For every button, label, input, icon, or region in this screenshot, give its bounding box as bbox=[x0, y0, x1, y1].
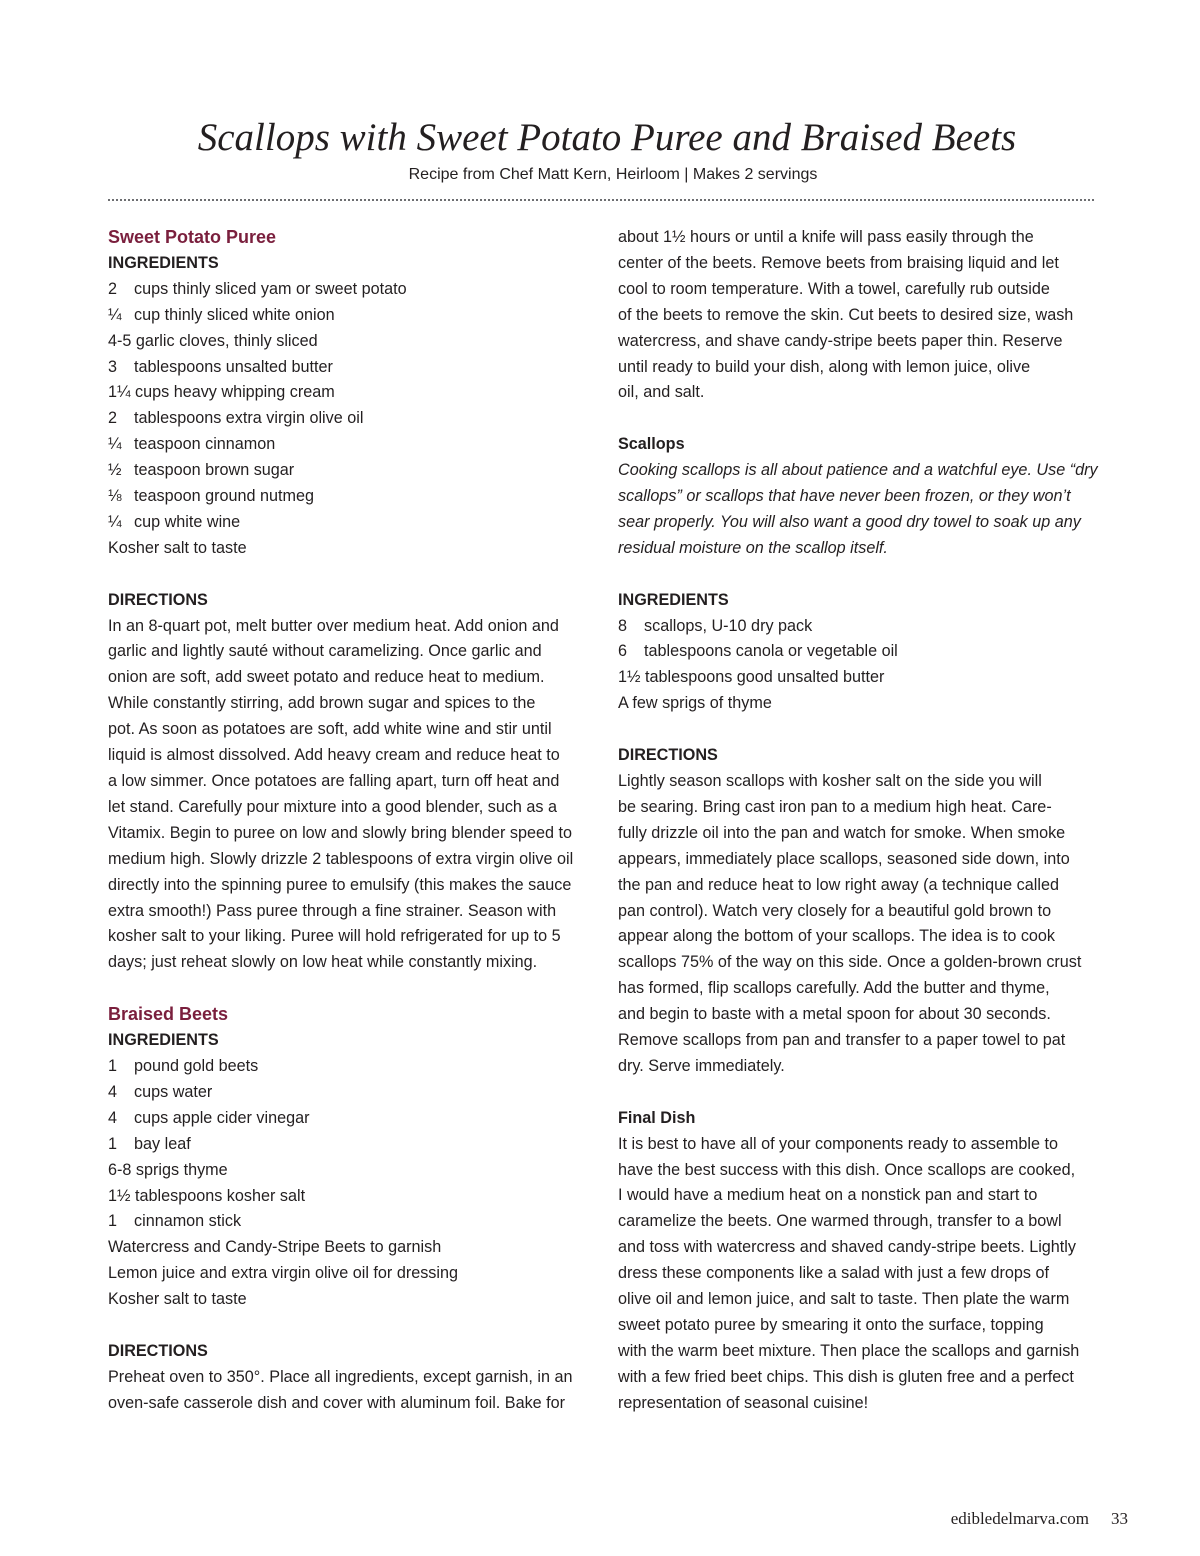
ingredient-item bbox=[108, 277, 588, 303]
ingredient-item bbox=[108, 303, 588, 329]
ingredient-quantity: 6 bbox=[618, 642, 628, 661]
scallops-intro bbox=[618, 458, 1098, 562]
ingredient-text: Watercress and Candy-Stripe Beets to garnish bbox=[108, 1238, 442, 1257]
text-line: kosher salt to your liking. Puree will hold refrigerated for up to 5 bbox=[108, 927, 561, 946]
ingredient-quantity: ¼ bbox=[108, 305, 122, 324]
ingredient-text: Kosher salt to taste bbox=[108, 1290, 247, 1309]
ingredient-text: cups water bbox=[134, 1082, 213, 1101]
ingredient-item bbox=[618, 639, 1098, 665]
ingredient-quantity: 2 bbox=[108, 279, 118, 298]
text-line: It is best to have all of your components ready to assemble to bbox=[618, 1134, 1058, 1153]
ingredient-item bbox=[618, 691, 1098, 717]
text-line: of the beets to remove the skin. Cut beets to desired size, wash bbox=[618, 305, 1074, 324]
text-line: pot. As soon as potatoes are soft, add white wine and stir until bbox=[108, 720, 552, 739]
text-line: oil, and salt. bbox=[618, 383, 705, 402]
ingredient-item bbox=[108, 1261, 588, 1287]
sweet-potato-directions bbox=[108, 614, 588, 977]
ingredient-quantity: ½ bbox=[108, 461, 122, 480]
scallops-heading: Scallops bbox=[618, 435, 685, 454]
beets-directions-label: DIRECTIONS bbox=[108, 1341, 208, 1360]
ingredient-text: scallops, U-10 dry pack bbox=[644, 616, 813, 635]
ingredient-item bbox=[108, 1184, 588, 1210]
text-line: and begin to baste with a metal spoon for about 30 seconds. bbox=[618, 1005, 1051, 1024]
ingredient-item bbox=[108, 355, 588, 381]
ingredient-quantity: 2 bbox=[108, 409, 118, 428]
text-line: extra smooth!) Pass puree through a fine strainer. Season with bbox=[108, 901, 557, 920]
text-line: has formed, flip scallops carefully. Add the butter and thyme, bbox=[618, 979, 1050, 998]
beets-directions-continued bbox=[618, 225, 1098, 406]
recipe-title: Scallops with Sweet Potato Puree and Braised Beets bbox=[197, 116, 1017, 159]
ingredient-text: tablespoons extra virgin olive oil bbox=[134, 409, 364, 428]
text-line: Vitamix. Begin to puree on low and slowly bring blender speed to bbox=[108, 823, 573, 842]
ingredient-text: 1½ tablespoons kosher salt bbox=[108, 1186, 306, 1205]
text-line: residual moisture on the scallop itself. bbox=[618, 538, 888, 557]
text-line: In an 8-quart pot, melt butter over medium heat. Add onion and bbox=[108, 616, 559, 635]
ingredient-quantity: 1 bbox=[108, 1134, 118, 1153]
ingredient-item bbox=[618, 665, 1098, 691]
ingredient-item bbox=[108, 406, 588, 432]
ingredient-quantity: 4 bbox=[108, 1082, 118, 1101]
text-line: medium high. Slowly drizzle 2 tablespoons of extra virgin olive oil bbox=[108, 849, 574, 868]
text-line: Cooking scallops is all about patience and a watchful eye. Use “dry bbox=[618, 461, 1098, 480]
ingredient-item bbox=[108, 380, 588, 406]
recipe-subtitle: Recipe from Chef Matt Kern, Heirloom | Makes 2 servings bbox=[408, 166, 818, 183]
ingredient-item bbox=[108, 329, 588, 355]
text-line: oven-safe casserole dish and cover with aluminum foil. Bake for bbox=[108, 1393, 566, 1412]
text-line: garlic and lightly sauté without caramelizing. Once garlic and bbox=[108, 642, 542, 661]
text-line: scallops” or scallops that have never been frozen, or they won’t bbox=[618, 487, 1071, 506]
ingredient-item bbox=[108, 484, 588, 510]
page-footer bbox=[0, 1509, 1128, 1529]
ingredient-item bbox=[108, 1158, 588, 1184]
text-line: be searing. Bring cast iron pan to a medium high heat. Care- bbox=[618, 797, 1052, 816]
ingredient-quantity: 4 bbox=[108, 1108, 118, 1127]
ingredient-quantity: 3 bbox=[108, 357, 118, 376]
text-line: until ready to build your dish, along with lemon juice, olive bbox=[618, 357, 1031, 376]
text-line: directly into the spinning puree to emulsify (this makes the sauce bbox=[108, 875, 572, 894]
text-line: liquid is almost dissolved. Add heavy cream and reduce heat to bbox=[108, 746, 560, 765]
ingredient-item bbox=[108, 510, 588, 536]
text-line: watercress, and shave candy-stripe beets paper thin. Reserve bbox=[618, 331, 1063, 350]
text-line: I would have a medium heat on a nonstick pan and start to bbox=[618, 1186, 1038, 1205]
ingredient-item bbox=[108, 1106, 588, 1132]
text-line: fully drizzle oil into the pan and watch for smoke. When smoke bbox=[618, 823, 1066, 842]
ingredient-quantity: ⅛ bbox=[108, 487, 122, 506]
ingredient-item bbox=[108, 1132, 588, 1158]
text-line: cool to room temperature. With a towel, carefully rub outside bbox=[618, 279, 1050, 298]
dotted-divider bbox=[108, 199, 1094, 201]
text-line: scallops 75% of the way on this side. Once a golden-brown crust bbox=[618, 953, 1082, 972]
text-line: While constantly stirring, add brown sugar and spices to the bbox=[108, 694, 536, 713]
text-line: and toss with watercress and shaved candy-stripe beets. Lightly bbox=[618, 1238, 1076, 1257]
ingredient-text: cups thinly sliced yam or sweet potato bbox=[134, 279, 407, 298]
ingredient-text: 4-5 garlic cloves, thinly sliced bbox=[108, 331, 318, 350]
text-line: pan control). Watch very closely for a beautiful gold brown to bbox=[618, 901, 1052, 920]
ingredient-text: 1¼ cups heavy whipping cream bbox=[108, 383, 335, 402]
ingredient-text: 1½ tablespoons good unsalted butter bbox=[618, 668, 885, 687]
footer-site: edibledelmarva.com bbox=[950, 1509, 1089, 1528]
sweet-potato-ingredients-list bbox=[108, 277, 588, 562]
ingredient-quantity: ¼ bbox=[108, 512, 122, 531]
text-line: caramelize the beets. One warmed through, transfer to a bowl bbox=[618, 1212, 1062, 1231]
text-line: have the best success with this dish. Once scallops are cooked, bbox=[618, 1160, 1076, 1179]
ingredient-text: Kosher salt to taste bbox=[108, 538, 247, 557]
text-line: dress these components like a salad with just a few drops of bbox=[618, 1264, 1049, 1283]
final-dish-heading: Final Dish bbox=[618, 1108, 696, 1127]
text-line: olive oil and lemon juice, and salt to taste. Then plate the warm bbox=[618, 1290, 1070, 1309]
text-line: let stand. Carefully pour mixture into a good blender, such as a bbox=[108, 797, 558, 816]
ingredient-text: teaspoon cinnamon bbox=[134, 435, 276, 454]
left-column bbox=[108, 225, 588, 1417]
ingredient-text: cup thinly sliced white onion bbox=[134, 305, 335, 324]
ingredient-text: pound gold beets bbox=[134, 1056, 259, 1075]
ingredient-item bbox=[108, 458, 588, 484]
recipe-header bbox=[0, 112, 1200, 186]
sweet-potato-directions-label: DIRECTIONS bbox=[108, 590, 208, 609]
ingredient-text: cinnamon stick bbox=[134, 1212, 242, 1231]
beets-directions-start bbox=[108, 1365, 588, 1417]
text-line: about 1½ hours or until a knife will pass easily through the bbox=[618, 228, 1034, 246]
ingredient-item bbox=[108, 1235, 588, 1261]
page-number: 33 bbox=[1111, 1509, 1128, 1528]
braised-beets-heading: Braised Beets bbox=[108, 1004, 229, 1025]
ingredient-quantity: 1 bbox=[108, 1212, 118, 1231]
ingredient-text: A few sprigs of thyme bbox=[618, 694, 772, 713]
ingredient-text: teaspoon ground nutmeg bbox=[134, 487, 314, 506]
text-line: with the warm beet mixture. Then place the scallops and garnish bbox=[618, 1341, 1080, 1360]
scallops-ingredients-label: INGREDIENTS bbox=[618, 590, 729, 609]
beets-ingredients-label: INGREDIENTS bbox=[108, 1031, 219, 1050]
text-line: dry. Serve immediately. bbox=[618, 1056, 785, 1075]
ingredient-text: cup white wine bbox=[134, 512, 241, 531]
text-line: sear properly. You will also want a good dry towel to soak up any bbox=[618, 512, 1081, 531]
text-line: the pan and reduce heat to low right away (a technique called bbox=[618, 875, 1059, 894]
ingredient-quantity: 1 bbox=[108, 1056, 118, 1075]
ingredient-item bbox=[108, 1287, 588, 1313]
ingredient-text: 6-8 sprigs thyme bbox=[108, 1160, 228, 1179]
text-line: onion are soft, add sweet potato and reduce heat to medium. bbox=[108, 668, 545, 687]
text-line: Preheat oven to 350°. Place all ingredients, except garnish, in an bbox=[108, 1367, 573, 1386]
ingredient-item bbox=[618, 614, 1098, 640]
ingredient-quantity: ¼ bbox=[108, 435, 122, 454]
ingredient-text: Lemon juice and extra virgin olive oil for dressing bbox=[108, 1264, 459, 1283]
ingredient-item bbox=[108, 536, 588, 562]
ingredient-text: cups apple cider vinegar bbox=[134, 1108, 310, 1127]
sweet-potato-heading: Sweet Potato Puree bbox=[108, 227, 277, 247]
scallops-directions-label: DIRECTIONS bbox=[618, 746, 718, 765]
ingredient-item bbox=[108, 1054, 588, 1080]
ingredient-item bbox=[108, 1209, 588, 1235]
ingredient-text: tablespoons unsalted butter bbox=[134, 357, 333, 376]
text-line: representation of seasonal cuisine! bbox=[618, 1393, 869, 1412]
scallops-ingredients-list bbox=[618, 614, 1098, 718]
right-column bbox=[618, 225, 1098, 1417]
text-line: appears, immediately place scallops, seasoned side down, into bbox=[618, 849, 1070, 868]
text-line: center of the beets. Remove beets from braising liquid and let bbox=[618, 253, 1059, 272]
ingredient-text: teaspoon brown sugar bbox=[134, 461, 295, 480]
text-line: days; just reheat slowly on low heat while constantly mixing. bbox=[108, 953, 538, 972]
ingredient-item bbox=[108, 1080, 588, 1106]
text-line: appear along the bottom of your scallops. The idea is to cook bbox=[618, 927, 1056, 946]
sweet-potato-ingredients-label: INGREDIENTS bbox=[108, 253, 219, 272]
beets-ingredients-list bbox=[108, 1054, 588, 1313]
ingredient-text: tablespoons canola or vegetable oil bbox=[644, 642, 898, 661]
text-line: with a few fried beet chips. This dish is gluten free and a perfect bbox=[618, 1367, 1074, 1386]
ingredient-text: bay leaf bbox=[134, 1134, 191, 1153]
scallops-directions bbox=[618, 769, 1098, 1080]
text-line: sweet potato puree by smearing it onto the surface, topping bbox=[618, 1316, 1044, 1334]
text-line: Lightly season scallops with kosher salt on the side you will bbox=[618, 771, 1042, 790]
ingredient-quantity: 8 bbox=[618, 616, 628, 635]
final-dish-text bbox=[618, 1132, 1098, 1417]
text-line: Remove scallops from pan and transfer to a paper towel to pat bbox=[618, 1031, 1066, 1050]
text-line: a low simmer. Once potatoes are falling apart, turn off heat and bbox=[108, 772, 560, 791]
ingredient-item bbox=[108, 432, 588, 458]
